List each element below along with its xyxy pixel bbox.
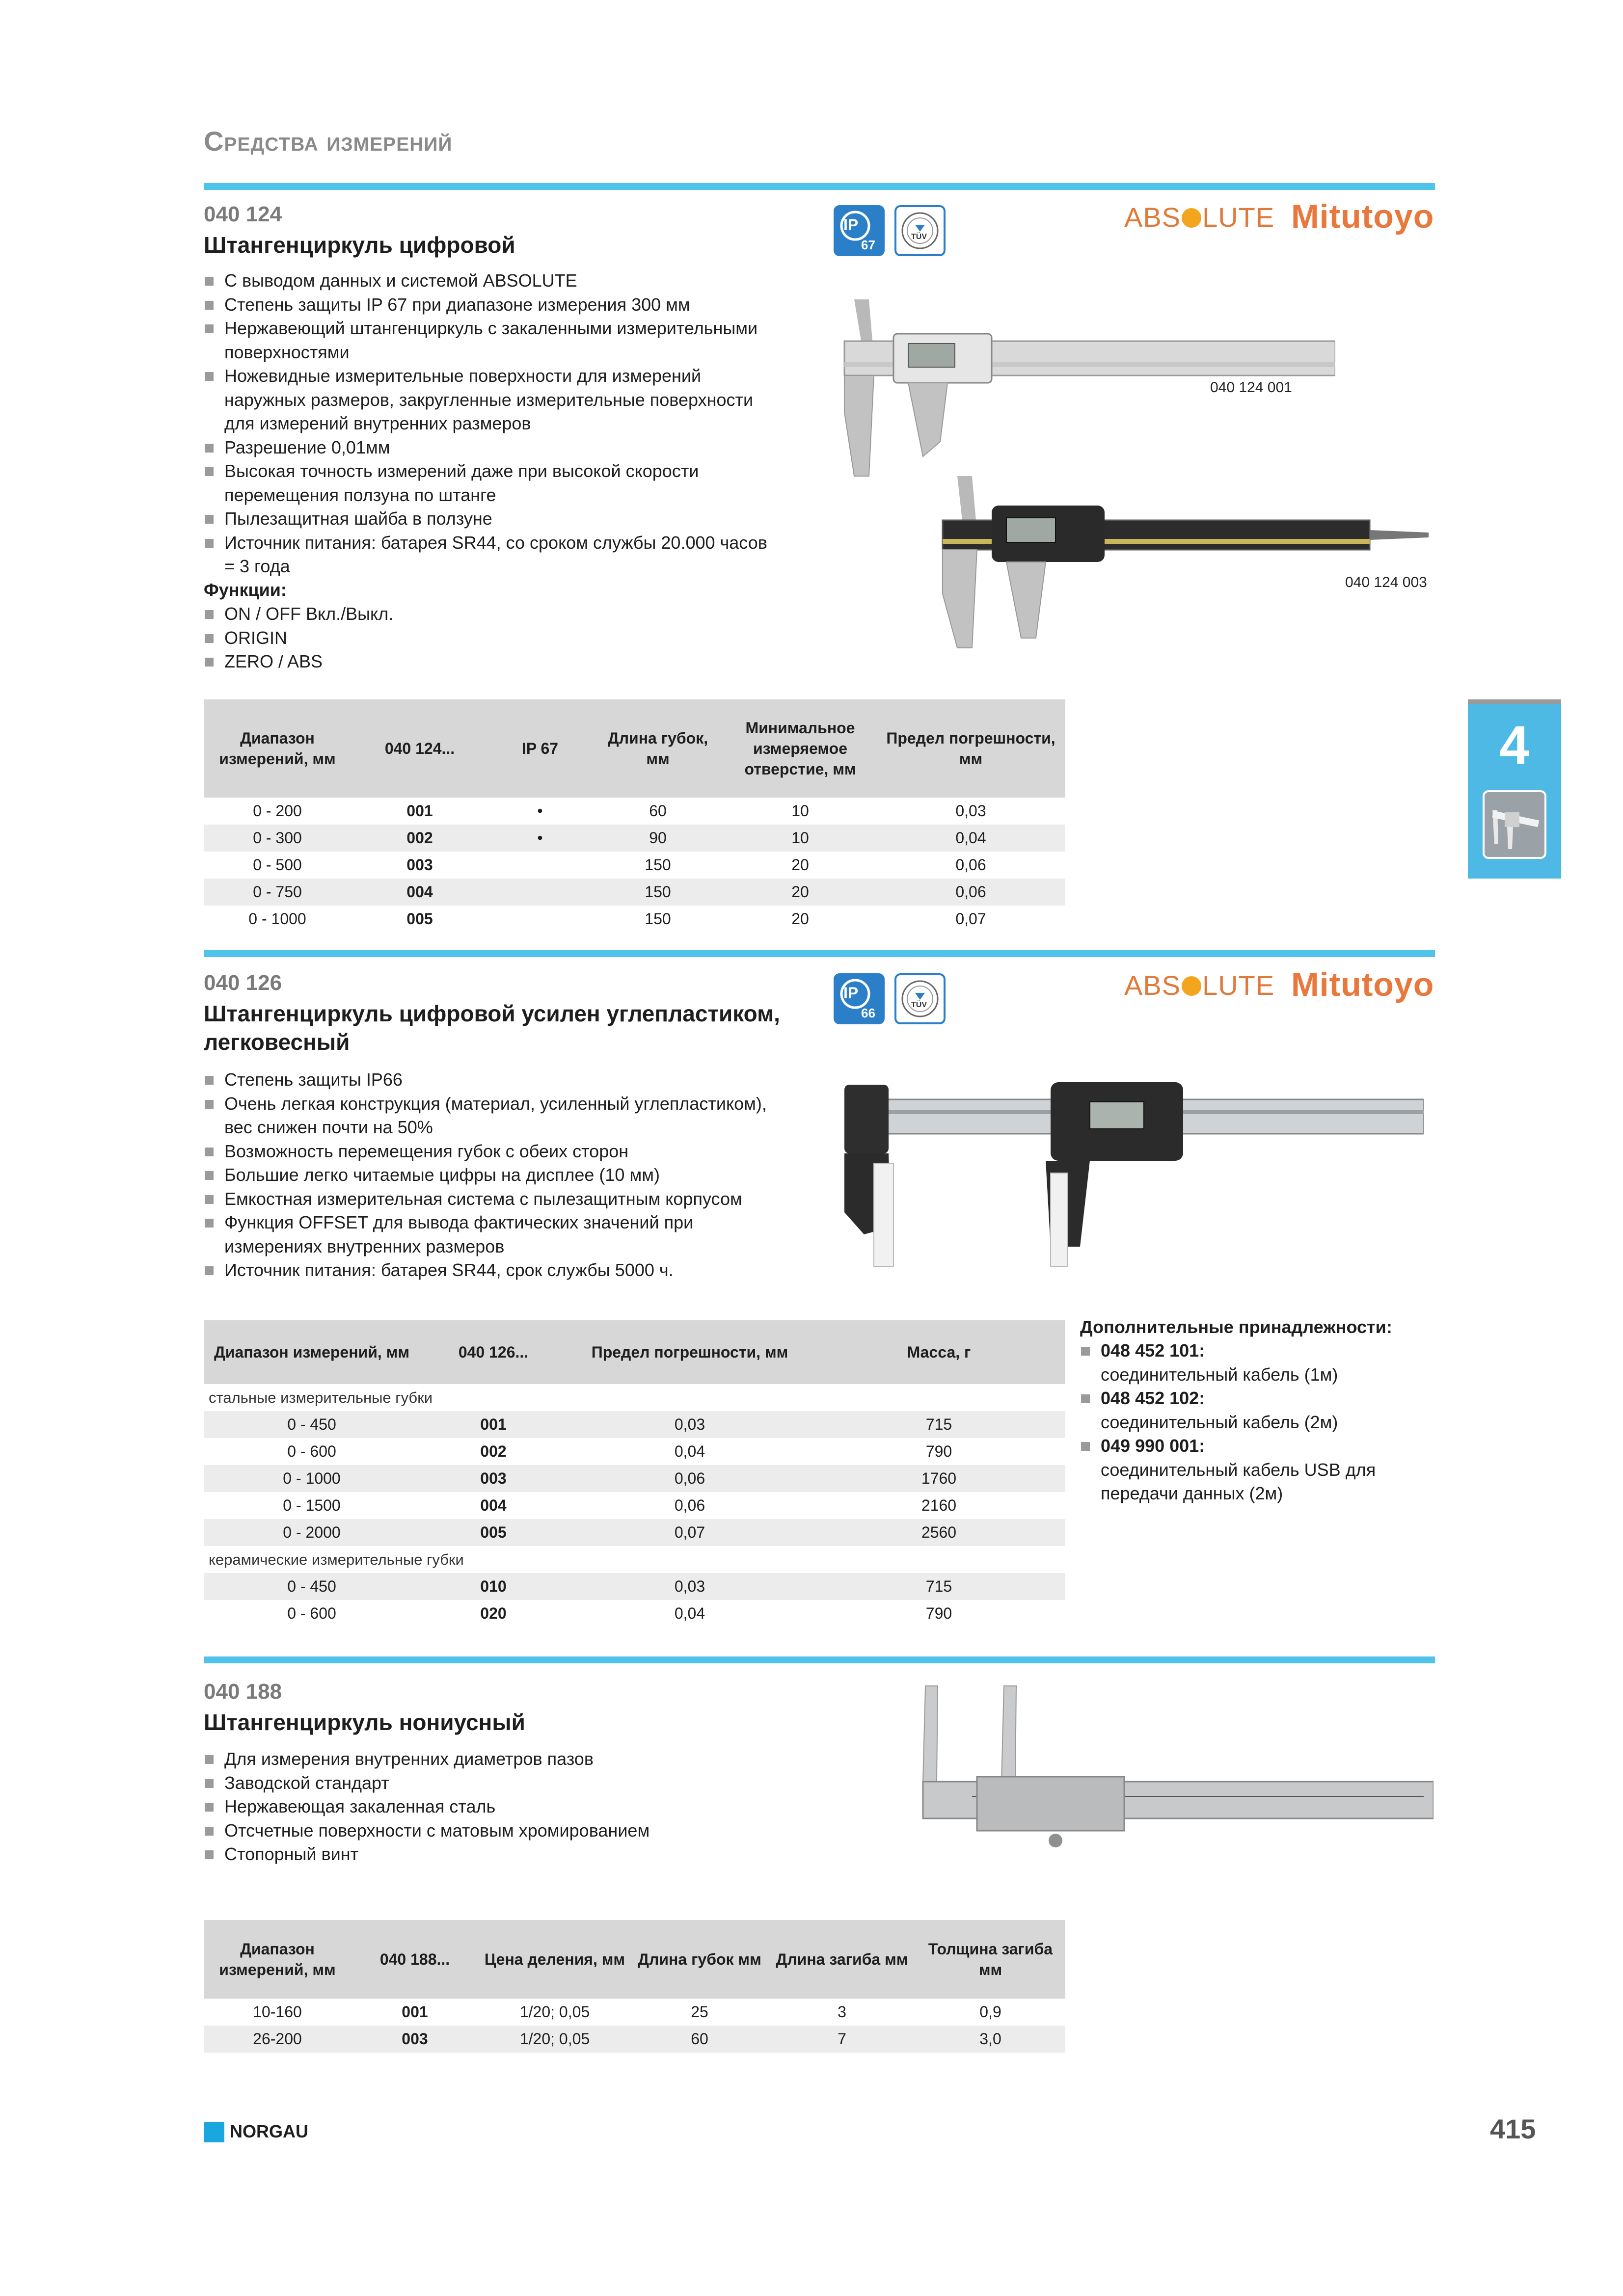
table-row: 0 - 600 002 0,04 790 bbox=[287, 1442, 952, 1460]
column-header: Диапазон измерений, мм bbox=[204, 699, 351, 798]
spec-table bbox=[204, 1920, 1065, 2053]
column-header: Длина губок, мм bbox=[592, 699, 724, 798]
footer-brand: NORGAU bbox=[230, 2121, 308, 2141]
list-item: Стопорный винт bbox=[204, 1842, 793, 1867]
list-item: Разрешение 0,01мм bbox=[204, 436, 773, 460]
list-item: Высокая точность измерений даже при высокой скорости перемещения ползуна по штанге bbox=[204, 459, 773, 507]
column-header: IP 67 bbox=[488, 699, 592, 798]
ip-icon bbox=[836, 975, 883, 1022]
list-item: Функция OFFSET для вывода фактических значений при измерениях внутренних размеров bbox=[204, 1211, 793, 1258]
list-item: Возможность перемещения губок с обеих сторон bbox=[204, 1140, 793, 1164]
table-row: 0 - 500 003 150 20 0,06 bbox=[253, 856, 986, 874]
table-row: 26-200 003 1/20; 0,05 60 7 3,0 bbox=[204, 2026, 1065, 2053]
digital-caliper-image bbox=[933, 476, 1453, 653]
list-item: Источник питания: батарея SR44, срок службы 5000 ч. bbox=[204, 1258, 793, 1282]
page-number: 415 bbox=[1490, 2113, 1536, 2144]
column-header: Масса, г bbox=[812, 1320, 1065, 1384]
column-header: 040 126... bbox=[420, 1320, 567, 1384]
mitutoyo-logo: Mitutoyo bbox=[1291, 198, 1434, 235]
column-header: 040 124... bbox=[351, 699, 488, 798]
column-header: Предел погрешности, мм bbox=[876, 699, 1065, 798]
list-item: 048 452 102: соединительный кабель (2м) bbox=[1080, 1387, 1453, 1434]
functions-heading: Функции: bbox=[204, 580, 287, 600]
product-title: Штангенциркуль нониусный bbox=[204, 1709, 525, 1735]
feature-list bbox=[204, 1068, 793, 1282]
list-item: ORIGIN bbox=[204, 626, 646, 650]
table-row: 0 - 600 020 0,04 790 bbox=[287, 1604, 952, 1622]
list-item: Пылезащитная шайба в ползуне bbox=[204, 507, 773, 531]
feature-list bbox=[204, 269, 773, 579]
table-row: 0 - 200 001 • 60 10 0,03 bbox=[253, 802, 986, 820]
functions-list bbox=[204, 602, 646, 674]
feature-list bbox=[204, 1747, 793, 1867]
spec-table bbox=[204, 1320, 1065, 1627]
column-header: Цена деления, мм bbox=[479, 1920, 631, 1999]
accessories-heading: Дополнительные принадлежности: bbox=[1080, 1317, 1392, 1337]
list-item: Степень защиты IP 67 при диапазоне измерения 300 мм bbox=[204, 293, 773, 317]
column-header: Диапазон измерений, мм bbox=[204, 1320, 420, 1384]
tuv-certification-badge: TÜV bbox=[894, 205, 946, 256]
list-item: Емкостная измерительная система с пылезащитным корпусом bbox=[204, 1187, 793, 1211]
table-row: 0 - 450 001 0,03 715 bbox=[204, 1411, 1065, 1438]
list-item: С выводом данных и системой ABSOLUTE bbox=[204, 269, 773, 293]
product-code: 040 188 bbox=[204, 1680, 282, 1704]
list-item: Очень легкая конструкция (материал, усиленный углепластиком), вес снижен почти на 50% bbox=[204, 1092, 793, 1140]
column-header: Предел погрешности, мм bbox=[567, 1320, 812, 1384]
list-item: 049 990 001: соединительный кабель USB для передачи данных (2м) bbox=[1080, 1434, 1453, 1506]
tuv-seal-icon bbox=[896, 975, 944, 1022]
absolute-logo: ABS LUTE bbox=[1124, 202, 1275, 233]
spec-table bbox=[204, 699, 1065, 933]
list-item: Ножевидные измерительные поверхности для измерений наружных размеров, закругленные измерительные поверхности для измерений внутренних размеров bbox=[204, 364, 773, 436]
accessories-list bbox=[1080, 1339, 1453, 1506]
carbon-caliper-image bbox=[835, 1065, 1424, 1271]
norgau-logo-mark bbox=[204, 2122, 224, 2142]
table-row: 0 - 2000 005 0,07 2560 bbox=[204, 1519, 1065, 1546]
column-header: 040 188... bbox=[351, 1920, 479, 1999]
table-row: 0 - 300 002 • 90 10 0,04 bbox=[204, 825, 1065, 852]
mitutoyo-logo: Mitutoyo bbox=[1291, 966, 1434, 1003]
column-header: Минимальное измеряемое отверстие, мм bbox=[724, 699, 876, 798]
section-rule bbox=[204, 950, 1435, 957]
ip-rating-badge: IP 66 bbox=[834, 973, 885, 1024]
list-item: Степень защиты IP66 bbox=[204, 1068, 793, 1092]
product-code: 040 124 bbox=[204, 202, 282, 226]
table-row: 10-160 001 1/20; 0,05 25 3 0,9 bbox=[253, 2003, 1001, 2021]
list-item: Большие легко читаемые цифры на дисплее (10 мм) bbox=[204, 1163, 793, 1187]
table-row: 0 - 1000 005 150 20 0,07 bbox=[248, 910, 986, 928]
table-group-row: керамические измерительные губки bbox=[209, 1550, 464, 1568]
tuv-seal-icon bbox=[896, 207, 944, 254]
list-item: 048 452 101: соединительный кабель (1м) bbox=[1080, 1339, 1453, 1387]
list-item: Для измерения внутренних диаметров пазов bbox=[204, 1747, 793, 1771]
table-row: 0 - 750 004 150 20 0,06 bbox=[204, 879, 1065, 906]
absolute-logo: ABS LUTE bbox=[1124, 970, 1275, 1001]
table-row: 0 - 1000 003 0,06 1760 bbox=[204, 1465, 1065, 1492]
tuv-certification-badge: TÜV bbox=[894, 973, 946, 1024]
list-item: Отсчетные поверхности с матовым хромированием bbox=[204, 1819, 793, 1843]
ip-icon bbox=[836, 207, 883, 254]
image-caption: 040 124 003 bbox=[1345, 574, 1427, 590]
section-rule bbox=[204, 1656, 1435, 1663]
list-item: ZERO / ABS bbox=[204, 650, 646, 674]
list-item: Заводской стандарт bbox=[204, 1771, 793, 1795]
list-item: Источник питания: батарея SR44, со сроком службы 20.000 часов = 3 года bbox=[204, 531, 773, 579]
list-item: Нержавеющая закаленная сталь bbox=[204, 1795, 793, 1819]
vernier-caliper-image bbox=[913, 1683, 1434, 1850]
ip-rating-badge: IP 67 bbox=[834, 205, 885, 256]
list-item: Нержавеющий штангенциркуль с закаленными измерительными поверхностями bbox=[204, 317, 773, 364]
section-rule bbox=[204, 183, 1435, 190]
column-header: Толщина загиба мм bbox=[916, 1920, 1065, 1999]
product-code: 040 126 bbox=[204, 971, 282, 995]
accessories-block bbox=[1080, 1315, 1453, 1506]
caliper-icon bbox=[1483, 790, 1546, 859]
list-item: ON / OFF Вкл./Выкл. bbox=[204, 602, 646, 626]
image-caption: 040 124 001 bbox=[1210, 379, 1292, 396]
column-header: Длина загиба мм bbox=[768, 1920, 916, 1999]
table-row: 0 - 450 010 0,03 715 bbox=[204, 1573, 1065, 1600]
product-title: Штангенциркуль цифровой усилен углепластиком, легковесный bbox=[204, 1001, 780, 1055]
chapter-number: 4 bbox=[1499, 715, 1530, 775]
page-title: Средства измерений bbox=[204, 126, 453, 157]
table-row: 0 - 1500 004 0,06 2160 bbox=[283, 1496, 957, 1514]
column-header: Диапазон измерений, мм bbox=[204, 1920, 351, 1999]
product-title: Штангенциркуль цифровой bbox=[204, 232, 515, 258]
table-group-row: стальные измерительные губки bbox=[209, 1388, 433, 1406]
chapter-tab bbox=[1468, 699, 1561, 879]
column-header: Длина губок мм bbox=[631, 1920, 768, 1999]
